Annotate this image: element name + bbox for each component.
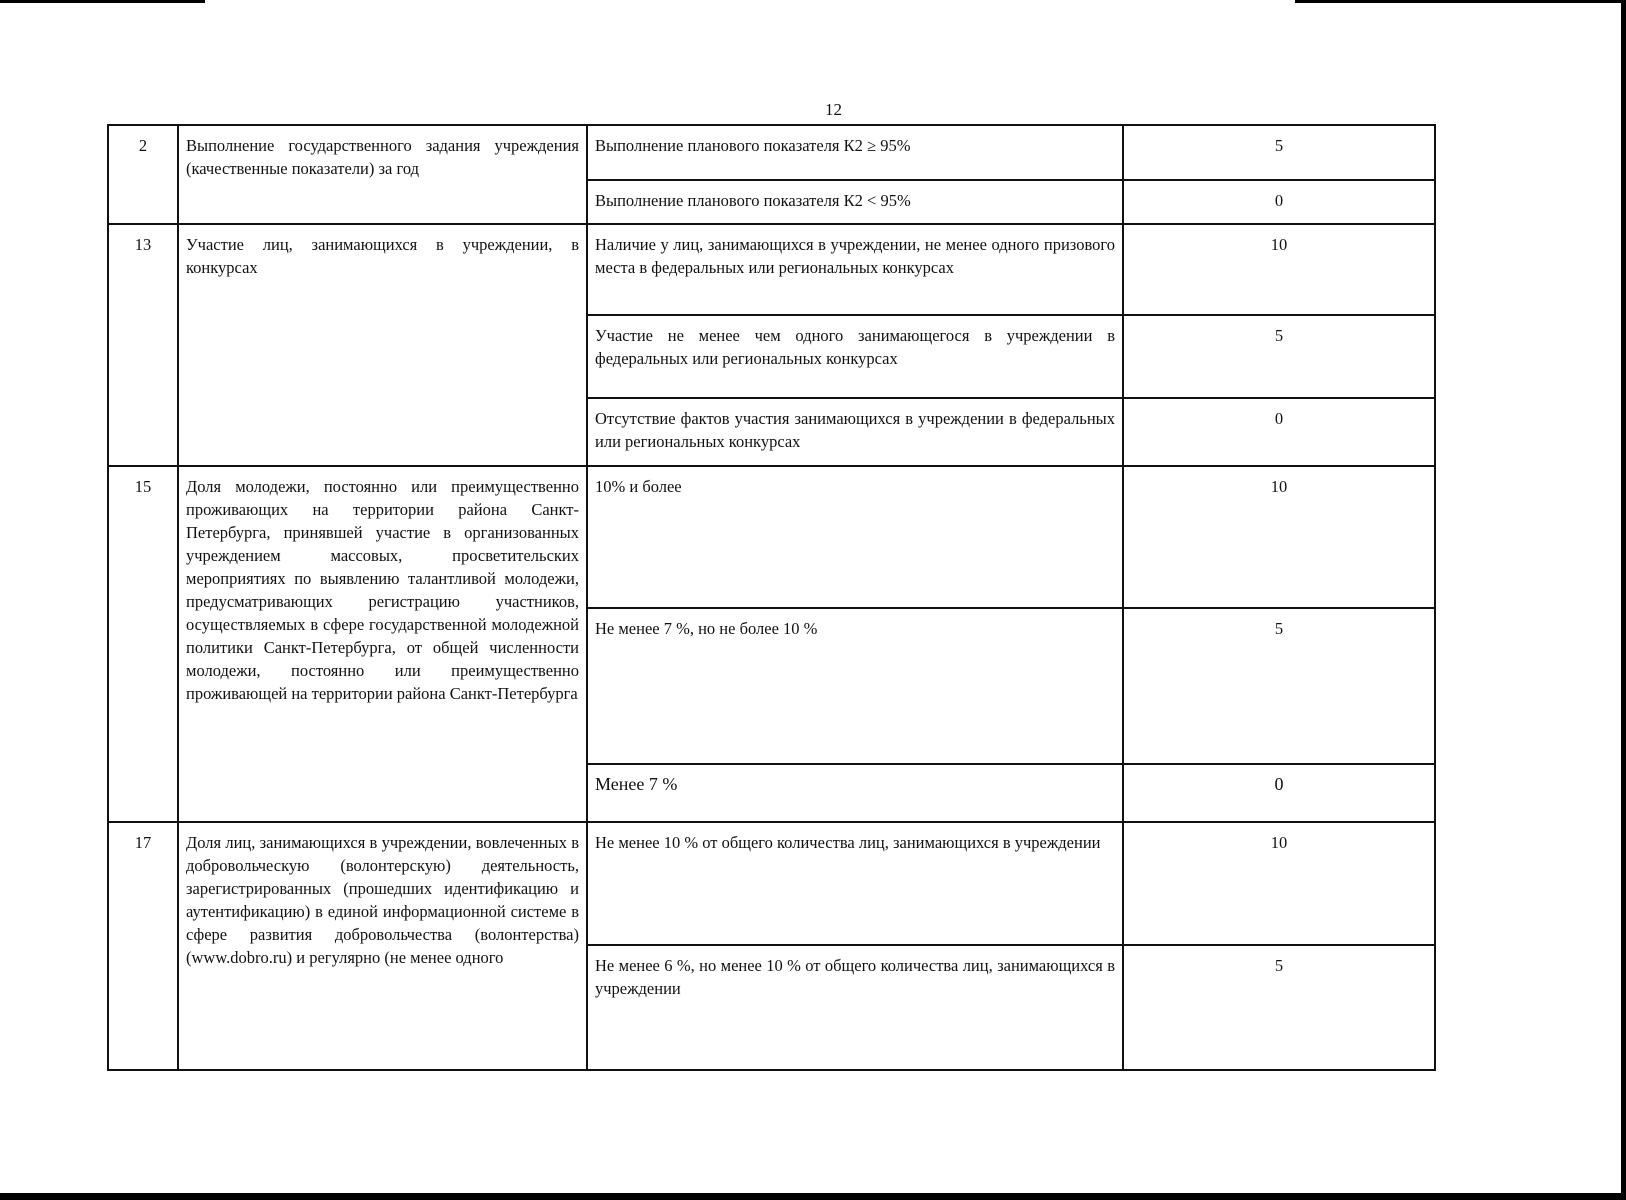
- criterion-description: Доля молодежи, постоянно или преимущественно проживающих на территории района Санкт-Петербурга, принявшей участие в организованных учреждением массовых, просветительских мероприятиях по выявлению талантливой молодежи, предусматривающих регистрацию участников, осуществляемых в сфере государственной молодежной политики Санкт-Петербурга, от общей численности молодежи, постоянно или преимущественно проживающей на территории района Санкт-Петербурга: [178, 466, 587, 822]
- table-row: [108, 466, 1435, 608]
- criterion-condition: Не менее 6 %, но менее 10 % от общего количества лиц, занимающихся в учреждении: [587, 945, 1123, 1070]
- criterion-description: Участие лиц, занимающихся в учреждении, в конкурсах: [178, 224, 587, 466]
- table-row: [108, 822, 1435, 945]
- criterion-score: 5: [1123, 315, 1435, 398]
- criterion-number: 17: [108, 822, 178, 1070]
- criterion-condition: 10% и более: [587, 466, 1123, 608]
- criterion-condition: Менее 7 %: [587, 764, 1123, 822]
- criterion-condition: Отсутствие фактов участия занимающихся в учреждении в федеральных или региональных конкурсах: [587, 398, 1123, 466]
- criterion-description: Выполнение государственного задания учреждения (качественные показатели) за год: [178, 125, 587, 224]
- criterion-condition: Не менее 10 % от общего количества лиц, занимающихся в учреждении: [587, 822, 1123, 945]
- criterion-score: 10: [1123, 822, 1435, 945]
- criterion-score: 5: [1123, 125, 1435, 180]
- criterion-score: 0: [1123, 180, 1435, 224]
- criterion-condition: Участие не менее чем одного занимающегося в учреждении в федеральных или региональных конкурсах: [587, 315, 1123, 398]
- scan-edge-bottom: [0, 1193, 1626, 1200]
- criterion-condition: Наличие у лиц, занимающихся в учреждении, не менее одного призового места в федеральных или региональных конкурсах: [587, 224, 1123, 315]
- scan-edge-right: [1621, 0, 1626, 1200]
- criterion-condition: Не менее 7 %, но не более 10 %: [587, 608, 1123, 764]
- criterion-score: 10: [1123, 224, 1435, 315]
- scan-edge-gap: [205, 0, 1295, 3]
- criterion-score: 5: [1123, 608, 1435, 764]
- criterion-score: 5: [1123, 945, 1435, 1070]
- criterion-description: Доля лиц, занимающихся в учреждении, вовлеченных в добровольческую (волонтерскую) деятельность, зарегистрированных (прошедших идентификацию и аутентификацию) в единой информационной системе в сфере развития добровольчества (волонтерства) (www.dobro.ru) и регулярно (не менее одного: [178, 822, 587, 1070]
- criterion-condition: Выполнение планового показателя К2 < 95%: [587, 180, 1123, 224]
- page-number: 12: [825, 100, 842, 119]
- criterion-score: 0: [1123, 398, 1435, 466]
- criterion-score: 10: [1123, 466, 1435, 608]
- criterion-number: 2: [108, 125, 178, 224]
- table-row: [108, 125, 1435, 180]
- criteria-table: [107, 124, 1436, 1071]
- criterion-number: 15: [108, 466, 178, 822]
- table-row: [108, 224, 1435, 315]
- criterion-condition: Выполнение планового показателя К2 ≥ 95%: [587, 125, 1123, 180]
- criterion-number: 13: [108, 224, 178, 466]
- criterion-score: 0: [1123, 764, 1435, 822]
